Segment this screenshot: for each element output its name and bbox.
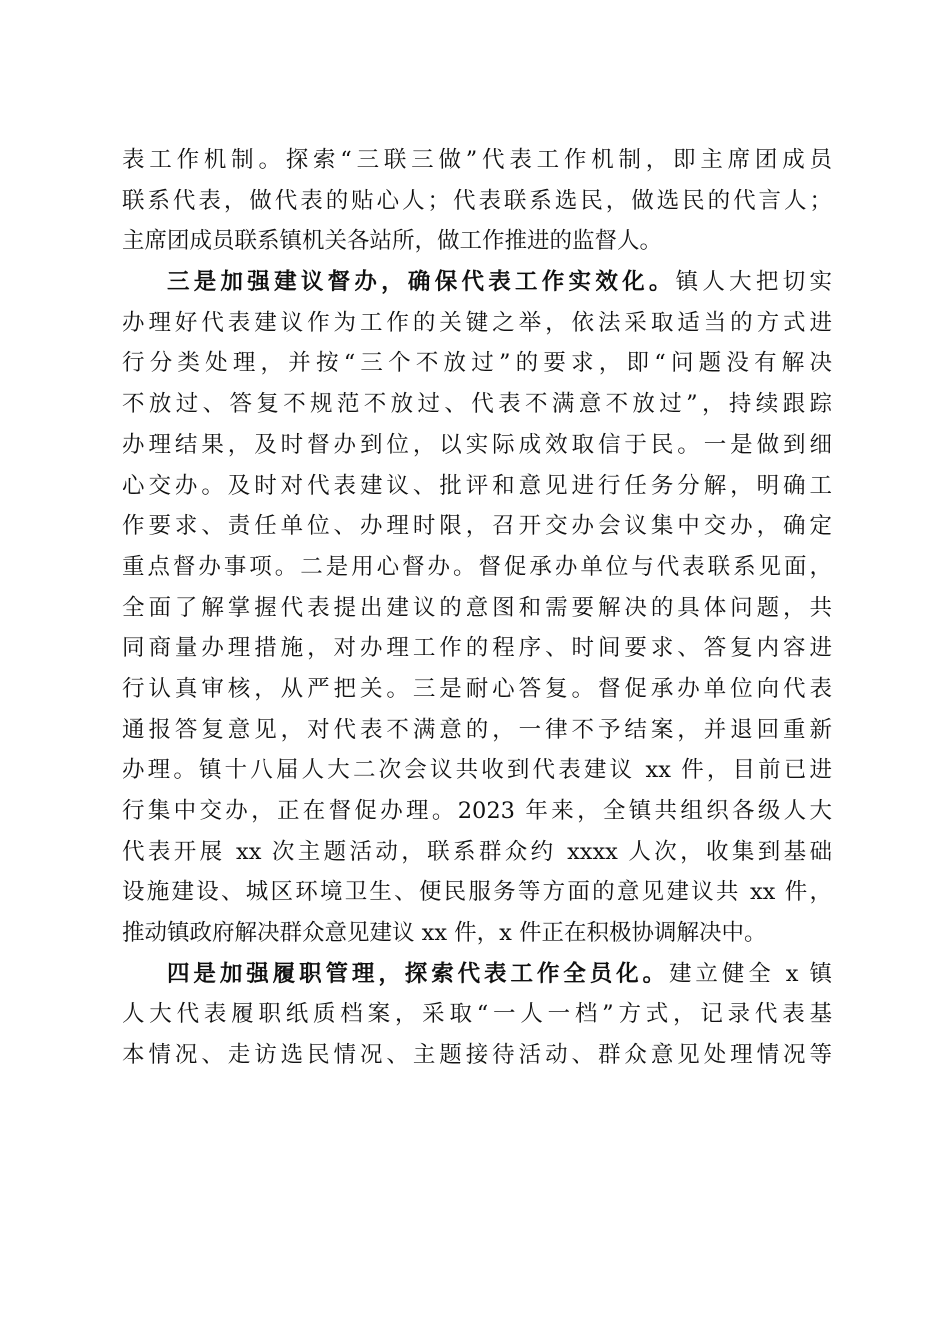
document-body (122, 140, 832, 1076)
text-line: 行分类处理，并按“三个不放过”的要求，即“问题没有解决 (122, 350, 832, 377)
text-line: 心交办。及时对代表建议、批评和意见进行任务分解，明确工 (122, 472, 832, 499)
text-line: 作要求、责任单位、办理时限，召开交办会议集中交办，确定 (122, 513, 832, 540)
text-line: 设施建设、城区环境卫生、便民服务等方面的意见建议共 xx 件， (122, 879, 832, 906)
paragraph-first-line (122, 954, 832, 995)
text-line: 通报答复意见，对代表不满意的，一律不予结案，并退回重新 (122, 716, 832, 743)
text-line: 办理好代表建议作为工作的关键之举，依法采取适当的方式进 (122, 309, 832, 336)
text-line: 不放过、答复不规范不放过、代表不满意不放过”，持续跟踪 (122, 391, 832, 418)
text-line: 表工作机制。探索“三联三做”代表工作机制，即主席团成员 (122, 147, 832, 173)
text-line: 代表开展 xx 次主题活动，联系群众约 xxxx 人次，收集到基础 (122, 838, 832, 865)
text-line: 全面了解掌握代表提出建议的意图和需要解决的具体问题，共 (122, 594, 832, 621)
text-line: 人大代表履职纸质档案，采取“一人一档”方式，记录代表基 (122, 1001, 832, 1028)
text-run: 镇人大把切实 (675, 269, 832, 296)
text-line: 推动镇政府解决群众意见建议 xx 件，x 件正在积极协调解决中。 (122, 920, 767, 947)
text-line: 本情况、走访选民情况、主题接待活动、群众意见处理情况等 (122, 1042, 832, 1069)
text-line: 办理。镇十八届人大二次会议共收到代表建议 xx 件，目前已进 (122, 757, 832, 784)
text-line: 主席团成员联系镇机关各站所，做工作推进的监督人。 (122, 228, 663, 255)
text-line: 重点督办事项。二是用心督办。督促承办单位与代表联系见面， (122, 553, 832, 580)
text-line: 行认真审核，从严把关。三是耐心答复。督促承办单位向代表 (122, 675, 832, 702)
paragraph-heading: 三是加强建议督办，确保代表工作实效化。 (167, 269, 676, 296)
text-line: 联系代表，做代表的贴心人；代表联系选民，做选民的代言人； (122, 187, 832, 214)
text-line: 同商量办理措施，对办理工作的程序、时间要求、答复内容进 (122, 635, 832, 662)
text-run: 建立健全 x 镇 (668, 960, 832, 987)
paragraph-first-line (122, 262, 832, 303)
text-line: 办理结果，及时督办到位，以实际成效取信于民。一是做到细 (122, 431, 832, 458)
text-line: 行集中交办，正在督促办理。2023 年来，全镇共组织各级人大 (122, 798, 832, 824)
paragraph-heading: 四是加强履职管理，探索代表工作全员化。 (167, 960, 669, 987)
